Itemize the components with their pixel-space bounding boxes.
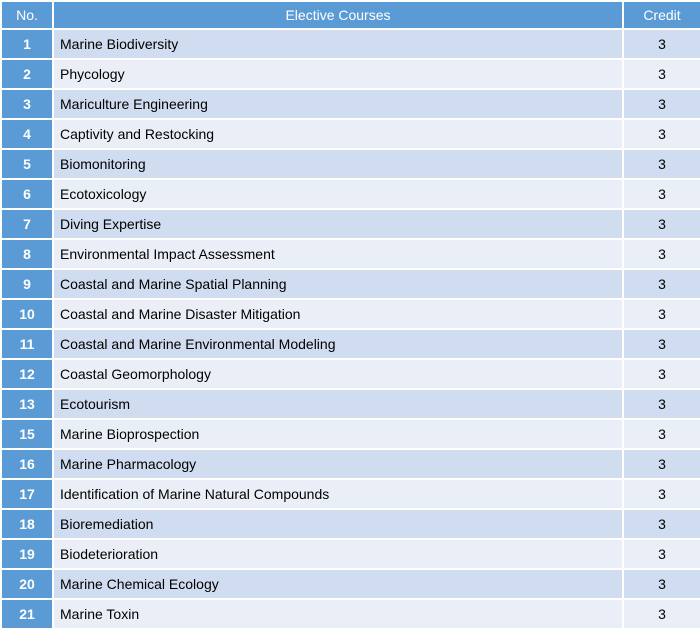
table-row bbox=[2, 240, 700, 268]
table-row bbox=[2, 390, 700, 418]
course-credit: 3 bbox=[624, 480, 700, 508]
course-name: Diving Expertise bbox=[54, 210, 622, 238]
course-name: Coastal Geomorphology bbox=[54, 360, 622, 388]
table-row bbox=[2, 420, 700, 448]
table-row bbox=[2, 480, 700, 508]
table-row bbox=[2, 270, 700, 298]
course-credit: 3 bbox=[624, 360, 700, 388]
table-row bbox=[2, 360, 700, 388]
table-row bbox=[2, 450, 700, 478]
course-credit: 3 bbox=[624, 210, 700, 238]
course-credit: 3 bbox=[624, 330, 700, 358]
row-number: 6 bbox=[2, 180, 52, 208]
row-number: 1 bbox=[2, 30, 52, 58]
course-credit: 3 bbox=[624, 150, 700, 178]
course-credit: 3 bbox=[624, 420, 700, 448]
row-number: 11 bbox=[2, 330, 52, 358]
row-number: 10 bbox=[2, 300, 52, 328]
course-name: Environmental Impact Assessment bbox=[54, 240, 622, 268]
course-name: Coastal and Marine Environmental Modeling bbox=[54, 330, 622, 358]
course-credit: 3 bbox=[624, 180, 700, 208]
course-name: Biomonitoring bbox=[54, 150, 622, 178]
course-credit: 3 bbox=[624, 390, 700, 418]
row-number: 15 bbox=[2, 420, 52, 448]
course-credit: 3 bbox=[624, 90, 700, 118]
course-credit: 3 bbox=[624, 270, 700, 298]
course-name: Biodeterioration bbox=[54, 540, 622, 568]
row-number: 12 bbox=[2, 360, 52, 388]
row-number: 20 bbox=[2, 570, 52, 598]
row-number: 2 bbox=[2, 60, 52, 88]
course-credit: 3 bbox=[624, 240, 700, 268]
header-no: No. bbox=[2, 2, 52, 28]
header-row bbox=[2, 2, 700, 28]
course-credit: 3 bbox=[624, 600, 700, 628]
course-credit: 3 bbox=[624, 300, 700, 328]
row-number: 17 bbox=[2, 480, 52, 508]
header-credit: Credit bbox=[624, 2, 700, 28]
course-name: Marine Toxin bbox=[54, 600, 622, 628]
table-row bbox=[2, 120, 700, 148]
row-number: 7 bbox=[2, 210, 52, 238]
row-number: 8 bbox=[2, 240, 52, 268]
course-name: Identification of Marine Natural Compounds bbox=[54, 480, 622, 508]
course-name: Ecotourism bbox=[54, 390, 622, 418]
table-row bbox=[2, 210, 700, 238]
table-row bbox=[2, 600, 700, 628]
course-name: Marine Biodiversity bbox=[54, 30, 622, 58]
course-name: Mariculture Engineering bbox=[54, 90, 622, 118]
row-number: 13 bbox=[2, 390, 52, 418]
course-name: Coastal and Marine Spatial Planning bbox=[54, 270, 622, 298]
course-name: Bioremediation bbox=[54, 510, 622, 538]
course-credit: 3 bbox=[624, 510, 700, 538]
table-row bbox=[2, 30, 700, 58]
table-row bbox=[2, 540, 700, 568]
row-number: 9 bbox=[2, 270, 52, 298]
course-credit: 3 bbox=[624, 120, 700, 148]
course-name: Phycology bbox=[54, 60, 622, 88]
table-row bbox=[2, 300, 700, 328]
course-name: Coastal and Marine Disaster Mitigation bbox=[54, 300, 622, 328]
row-number: 21 bbox=[2, 600, 52, 628]
course-credit: 3 bbox=[624, 60, 700, 88]
row-number: 4 bbox=[2, 120, 52, 148]
row-number: 3 bbox=[2, 90, 52, 118]
row-number: 18 bbox=[2, 510, 52, 538]
course-credit: 3 bbox=[624, 450, 700, 478]
course-name: Captivity and Restocking bbox=[54, 120, 622, 148]
table-row bbox=[2, 570, 700, 598]
course-credit: 3 bbox=[624, 540, 700, 568]
course-name: Marine Bioprospection bbox=[54, 420, 622, 448]
header-course: Elective Courses bbox=[54, 2, 622, 28]
course-name: Marine Pharmacology bbox=[54, 450, 622, 478]
row-number: 19 bbox=[2, 540, 52, 568]
course-name: Ecotoxicology bbox=[54, 180, 622, 208]
course-name: Marine Chemical Ecology bbox=[54, 570, 622, 598]
table-row bbox=[2, 510, 700, 538]
course-credit: 3 bbox=[624, 570, 700, 598]
table-row bbox=[2, 180, 700, 208]
table-row bbox=[2, 150, 700, 178]
table-row bbox=[2, 330, 700, 358]
table-row bbox=[2, 90, 700, 118]
row-number: 16 bbox=[2, 450, 52, 478]
row-number: 5 bbox=[2, 150, 52, 178]
course-credit: 3 bbox=[624, 30, 700, 58]
table-row bbox=[2, 60, 700, 88]
